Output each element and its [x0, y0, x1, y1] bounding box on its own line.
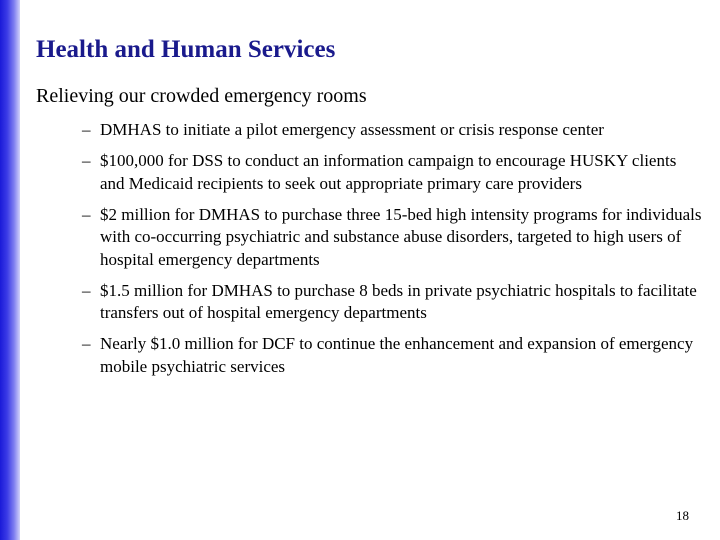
bullet-list	[82, 119, 702, 387]
page-number: 18	[676, 508, 689, 523]
bullet-item	[82, 119, 702, 142]
slide-title: Health and Human Services	[36, 36, 336, 63]
bullet-text: $100,000 for DSS to conduct an information campaign to encourage HUSKY clients and Medicaid recipients to seek out appropriate primary care providers	[100, 151, 677, 193]
bullet-item	[82, 204, 702, 272]
bullet-text: DMHAS to initiate a pilot emergency assessment or crisis response center	[100, 120, 604, 139]
slide-subtitle: Relieving our crowded emergency rooms	[36, 85, 367, 107]
bullet-text: $2 million for DMHAS to purchase three 15-bed high intensity programs for individuals with co-occurring psychiatric and substance abuse disorders, targeted to high users of hospital emergency departments	[100, 204, 702, 269]
dash-marker: –	[82, 151, 91, 170]
bullet-text: $1.5 million for DMHAS to purchase 8 beds in private psychiatric hospitals to facilitate transfers out of hospital emergency departments	[100, 280, 697, 322]
dash-marker: –	[82, 334, 91, 353]
dash-marker: –	[82, 280, 91, 300]
bullet-item	[82, 150, 702, 195]
dash-marker: –	[82, 120, 91, 139]
left-accent-bar	[0, 0, 20, 540]
dash-marker: –	[82, 204, 91, 224]
bullet-item	[82, 280, 702, 325]
bullet-item	[82, 333, 702, 378]
bullet-text: Nearly $1.0 million for DCF to continue the enhancement and expansion of emergency mobile psychiatric services	[100, 334, 694, 376]
